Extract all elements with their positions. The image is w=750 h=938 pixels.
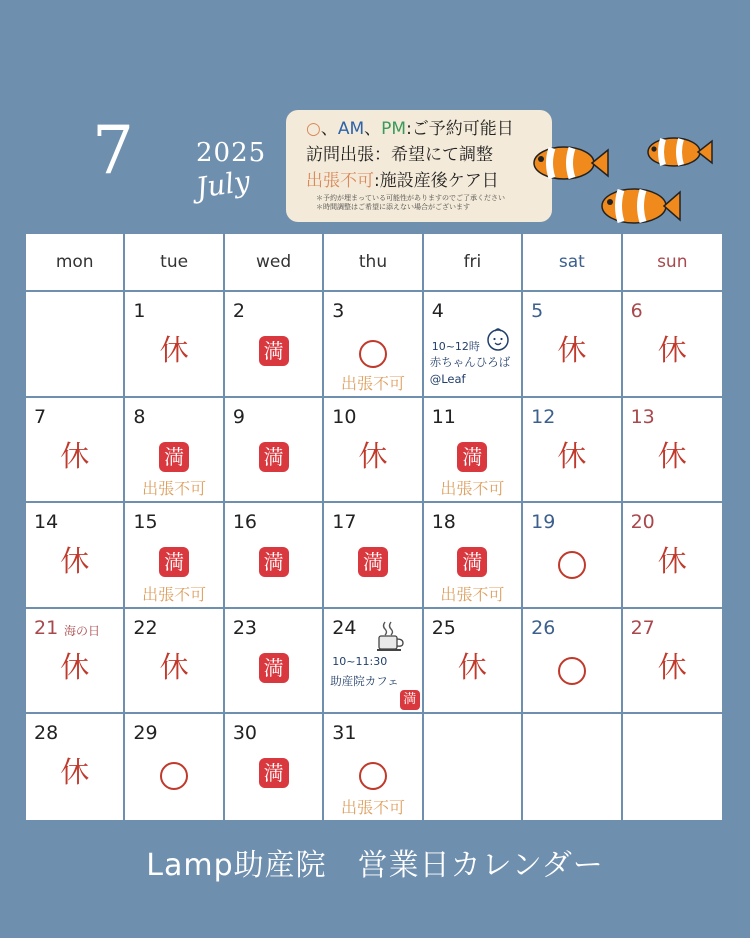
day-cell-8: [125, 398, 224, 504]
closed-mark: 休: [657, 544, 687, 579]
day-cell-15: [125, 503, 224, 609]
day-cell-6: [623, 292, 722, 398]
available-circle-icon: [359, 340, 387, 368]
day-cell-20: [623, 503, 722, 609]
full-mark: 満: [159, 442, 189, 472]
weekday-mon: mon: [26, 234, 125, 292]
legend-note-1: ＊予約が埋まっている可能性がありますのでご了承ください: [316, 194, 505, 202]
full-mark: 満: [358, 547, 388, 577]
legend-visit: 訪問出張：希望にて調整: [306, 145, 493, 165]
day-cell-23: [225, 609, 324, 715]
closed-mark: 休: [60, 649, 90, 684]
closed-mark: 休: [60, 755, 90, 790]
clownfish-icon: [530, 140, 610, 186]
no-dispatch-label: 出張不可: [142, 584, 207, 604]
month-number: 7: [92, 112, 134, 189]
full-mark: 満: [259, 547, 289, 577]
day-number: 13: [630, 405, 655, 428]
day-cell-1: [125, 292, 224, 398]
legend-sep: 、: [320, 119, 338, 139]
day-number: 28: [34, 722, 59, 745]
day-cell-25: [424, 609, 523, 715]
day-number: 24: [332, 616, 357, 639]
day-number: 31: [332, 722, 357, 745]
day-number: 5: [531, 300, 544, 322]
day-cell-17: [324, 503, 423, 609]
day-cell-10: [324, 398, 423, 504]
day-cell-27: [623, 609, 722, 715]
day-cell-26: [523, 609, 622, 715]
no-dispatch-label: 出張不可: [440, 479, 505, 499]
legend-no-dispatch-text: :施設産後ケア日: [374, 171, 499, 191]
day-number: 7: [34, 405, 47, 428]
day-number: 30: [232, 722, 258, 745]
closed-mark: 休: [159, 649, 189, 684]
closed-mark: 休: [457, 649, 487, 684]
closed-mark: 休: [557, 333, 587, 367]
closed-mark: 休: [358, 438, 388, 473]
day-number: 22: [133, 616, 158, 639]
weekday-fri: fri: [424, 234, 523, 292]
clownfish-icon: [598, 182, 682, 230]
closed-mark: 休: [159, 333, 189, 367]
holiday-name: 海の日: [64, 623, 101, 638]
legend-available-text: :ご予約可能日: [406, 119, 514, 139]
full-mark: 満: [457, 547, 487, 577]
day-cell-24: [324, 609, 423, 715]
empty-cell: [424, 714, 523, 820]
available-circle-icon: [558, 657, 586, 685]
full-mark: 満: [259, 653, 289, 683]
day-cell-2: [225, 292, 324, 398]
closed-mark: 休: [657, 649, 687, 684]
event-title: 助産院カフェ: [330, 673, 399, 688]
no-dispatch-label: 出張不可: [142, 479, 207, 499]
day-number: 23: [232, 616, 258, 639]
day-number: 11: [431, 405, 456, 428]
legend-am: AM: [337, 119, 365, 139]
legend-box: [286, 110, 552, 222]
day-number: 27: [630, 616, 655, 639]
weekday-thu: thu: [324, 234, 423, 292]
closed-mark: 休: [657, 333, 687, 367]
weekday-wed: wed: [225, 234, 324, 292]
day-number: 14: [34, 511, 59, 534]
day-cell-21: [26, 609, 125, 715]
event-time: 10~11:30: [332, 654, 388, 668]
calendar-grid: [24, 232, 724, 822]
empty-cell: [623, 714, 722, 820]
year: 2025: [196, 138, 267, 168]
day-cell-22: [125, 609, 224, 715]
legend-circle: ○: [306, 119, 321, 139]
day-number: 1: [133, 300, 146, 322]
baby-face-icon: [485, 326, 511, 352]
empty-cell: [26, 292, 125, 398]
full-mark: 満: [259, 758, 289, 788]
day-number: 15: [133, 511, 158, 534]
day-number: 2: [232, 300, 245, 322]
weekday-sun: sun: [623, 234, 722, 292]
closed-mark: 休: [60, 438, 90, 473]
day-cell-13: [623, 398, 722, 504]
day-cell-7: [26, 398, 125, 504]
event-title: 赤ちゃんひろば: [429, 355, 511, 369]
day-number: 10: [332, 405, 357, 428]
day-number: 25: [431, 616, 456, 639]
day-number: 18: [431, 511, 456, 534]
available-circle-icon: [359, 762, 387, 790]
day-cell-30: [225, 714, 324, 820]
day-number: 4: [431, 300, 444, 322]
day-number: 8: [133, 405, 146, 428]
day-cell-4: [424, 292, 523, 398]
event-time: 10~12時: [431, 340, 480, 353]
no-dispatch-label: 出張不可: [440, 584, 505, 604]
clownfish-icon: [644, 132, 714, 172]
day-cell-31: [324, 714, 423, 820]
month-name: July: [193, 164, 253, 205]
day-cell-19: [523, 503, 622, 609]
coffee-cup-icon: [374, 619, 408, 653]
closed-mark: 休: [657, 438, 687, 473]
day-number: 20: [630, 511, 655, 534]
legend-sep: 、: [364, 119, 382, 139]
day-cell-18: [424, 503, 523, 609]
day-cell-5: [523, 292, 622, 398]
available-circle-icon: [558, 551, 586, 579]
day-cell-3: [324, 292, 423, 398]
day-cell-28: [26, 714, 125, 820]
legend-no-dispatch: [306, 168, 542, 194]
closed-mark: 休: [60, 544, 90, 579]
day-number: 6: [630, 300, 643, 322]
full-mark: 満: [259, 442, 289, 472]
day-number: 17: [332, 511, 357, 534]
available-circle-icon: [160, 762, 188, 790]
day-cell-9: [225, 398, 324, 504]
footer-title: Lamp助産院 営業日カレンダー: [146, 848, 604, 883]
weekday-tue: tue: [125, 234, 224, 292]
full-mark: 満: [400, 690, 420, 710]
day-number: 16: [232, 511, 258, 534]
full-mark: 満: [457, 442, 487, 472]
day-cell-29: [125, 714, 224, 820]
weekday-sat: sat: [523, 234, 622, 292]
day-cell-16: [225, 503, 324, 609]
full-mark: 満: [259, 336, 289, 366]
day-cell-12: [523, 398, 622, 504]
day-number: 21: [34, 616, 59, 639]
day-number: 12: [531, 405, 556, 428]
day-number: 9: [232, 405, 245, 428]
day-number: 19: [531, 511, 556, 534]
legend-available: [306, 116, 542, 142]
day-number: 29: [133, 722, 158, 745]
legend-no-dispatch-label: 出張不可: [306, 171, 374, 191]
day-cell-14: [26, 503, 125, 609]
day-number: 26: [531, 616, 556, 639]
empty-cell: [523, 714, 622, 820]
no-dispatch-label: 出張不可: [340, 797, 405, 817]
closed-mark: 休: [557, 438, 587, 473]
no-dispatch-label: 出張不可: [340, 373, 405, 393]
legend-pm: PM: [381, 119, 407, 139]
full-mark: 満: [159, 547, 189, 577]
legend-note-2: ＊時間調整はご希望に添えない場合がございます: [316, 203, 470, 211]
day-cell-11: [424, 398, 523, 504]
event-place: @Leaf: [429, 372, 466, 386]
day-number: 3: [332, 300, 345, 322]
